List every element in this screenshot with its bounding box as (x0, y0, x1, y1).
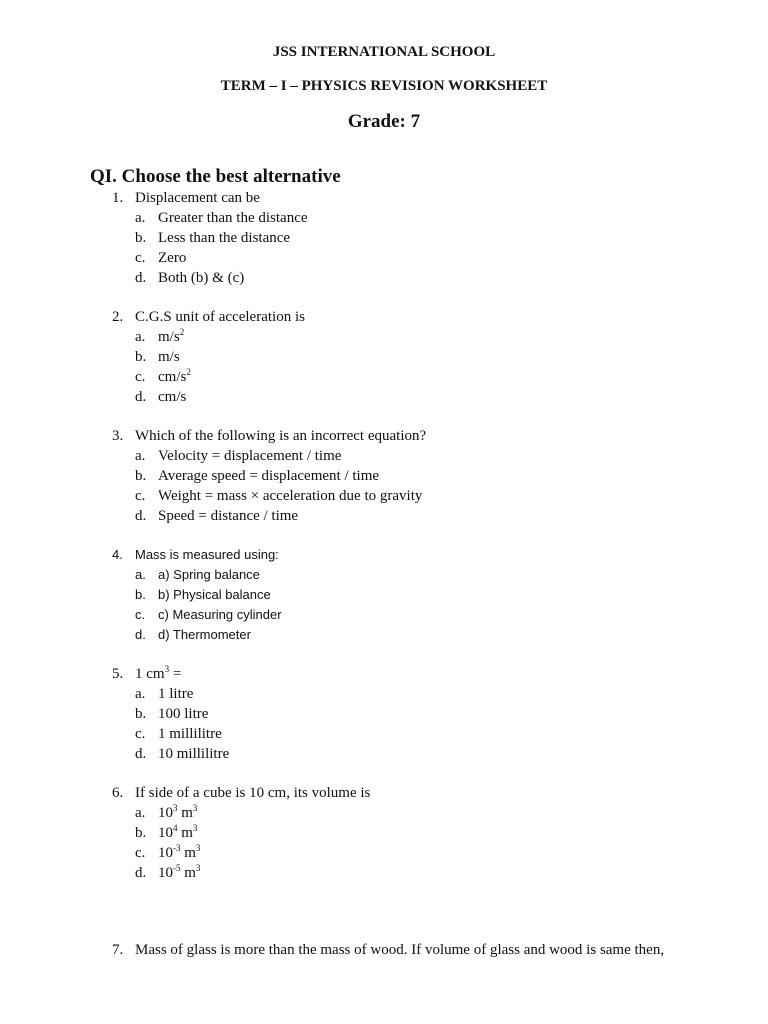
option-d (0, 863, 768, 883)
option-c (0, 367, 768, 387)
option-text: c) Measuring cylinder (158, 607, 282, 622)
option-text: a) Spring balance (158, 567, 260, 582)
option-label: b. (135, 468, 147, 484)
option-label: d. (135, 389, 147, 405)
option-base: 10 (158, 805, 173, 821)
option-exponent: -3 (173, 843, 181, 853)
option-label: a. (135, 329, 146, 345)
option-a (0, 684, 768, 704)
option-text: 1 millilitre (158, 726, 222, 742)
option-d (0, 625, 768, 645)
option-text: cm/s (158, 369, 187, 385)
option-text: 100 litre (158, 706, 209, 722)
option-b (0, 704, 768, 724)
option-d (0, 744, 768, 764)
option-b (0, 228, 768, 248)
option-unit-exponent: 3 (195, 843, 201, 853)
question-6 (0, 783, 768, 883)
option-b (0, 823, 768, 843)
option-exponent: -5 (173, 863, 181, 873)
school-name: JSS INTERNATIONAL SCHOOL (272, 44, 496, 60)
option-base: 10 (158, 865, 173, 881)
option-c (0, 843, 768, 863)
option-c (0, 248, 768, 268)
option-a (0, 803, 768, 823)
option-label: d. (135, 746, 147, 762)
option-label: c. (135, 726, 146, 742)
option-d (0, 268, 768, 288)
option-label: d. (135, 627, 146, 642)
option-unit-exponent: 3 (192, 803, 198, 813)
option-unit: m (180, 845, 196, 861)
option-text: m/s (158, 329, 180, 345)
option-label: c. (135, 607, 146, 622)
question-number: 7. (112, 942, 124, 958)
question-3 (0, 426, 768, 526)
option-exponent: 3 (173, 803, 178, 813)
option-unit-exponent: 3 (192, 823, 198, 833)
option-a (0, 208, 768, 228)
question-number: 4. (112, 547, 123, 562)
option-unit: m (177, 805, 193, 821)
option-text: Speed = distance / time (158, 508, 299, 524)
option-unit: m (180, 865, 196, 881)
question-1 (0, 188, 768, 288)
option-label: d. (135, 270, 147, 286)
option-label: b. (135, 706, 147, 722)
option-label: b. (135, 230, 147, 246)
option-text: cm/s (158, 389, 187, 405)
option-label: a. (135, 567, 146, 582)
question-superscript: 3 (164, 664, 170, 674)
option-unit-exponent: 3 (195, 863, 201, 873)
option-text: Weight = mass × acceleration due to gravity (158, 488, 423, 504)
option-text: d) Thermometer (158, 627, 251, 642)
option-text: 1 litre (158, 686, 194, 702)
option-text: Greater than the distance (158, 210, 308, 226)
option-text: Zero (158, 250, 187, 266)
option-a (0, 446, 768, 466)
option-text: m/s (158, 349, 180, 365)
question-text-end: = (169, 666, 182, 682)
option-label: c. (135, 488, 146, 504)
question-number: 5. (112, 666, 124, 682)
question-text: If side of a cube is 10 cm, its volume is (135, 785, 371, 801)
option-a (0, 327, 768, 347)
worksheet-title: TERM – I – PHYSICS REVISION WORKSHEET (220, 78, 548, 94)
question-number: 1. (112, 190, 124, 206)
option-d (0, 387, 768, 407)
option-label: a. (135, 805, 146, 821)
option-exponent: 4 (173, 823, 178, 833)
question-number: 2. (112, 309, 124, 325)
question-7 (0, 940, 768, 960)
option-superscript: 2 (179, 327, 185, 337)
option-text: Average speed = displacement / time (158, 468, 380, 484)
option-label: c. (135, 250, 146, 266)
option-c (0, 605, 768, 625)
option-text: Both (b) & (c) (158, 270, 245, 286)
option-superscript: 2 (186, 367, 191, 377)
option-label: b. (135, 349, 147, 365)
option-text: b) Physical balance (158, 587, 271, 602)
question-text-main: 1 cm (135, 666, 165, 682)
option-text: Less than the distance (158, 230, 291, 246)
question-number: 3. (112, 428, 124, 444)
option-label: a. (135, 448, 146, 464)
question-text: Displacement can be (135, 190, 260, 206)
question-text: C.G.S unit of acceleration is (135, 309, 305, 325)
option-label: d. (135, 508, 147, 524)
option-label: a. (135, 210, 146, 226)
question-2 (0, 307, 768, 407)
option-text: 10 millilitre (158, 746, 230, 762)
option-label: b. (135, 825, 147, 841)
option-label: a. (135, 686, 146, 702)
option-label: d. (135, 865, 147, 881)
question-text: Which of the following is an incorrect equation? (135, 428, 427, 444)
option-b (0, 347, 768, 367)
option-text: Velocity = displacement / time (158, 448, 342, 464)
question-number: 6. (112, 785, 124, 801)
option-b (0, 585, 768, 605)
question-text (135, 664, 181, 684)
option-c (0, 486, 768, 506)
option-label: b. (135, 587, 146, 602)
section-title: QI. Choose the best alternative (90, 166, 341, 187)
option-base: 10 (158, 825, 173, 841)
option-unit: m (177, 825, 193, 841)
option-label: c. (135, 369, 146, 385)
grade-label: Grade: 7 (347, 111, 421, 132)
option-label: c. (135, 845, 146, 861)
option-b (0, 466, 768, 486)
question-text: Mass is measured using: (135, 547, 279, 562)
option-c (0, 724, 768, 744)
question-text: Mass of glass is more than the mass of wood. If volume of glass and wood is same then, (135, 942, 665, 958)
option-a (0, 565, 768, 585)
question-4 (0, 545, 768, 645)
option-base: 10 (158, 845, 173, 861)
option-d (0, 506, 768, 526)
question-5 (0, 664, 768, 764)
